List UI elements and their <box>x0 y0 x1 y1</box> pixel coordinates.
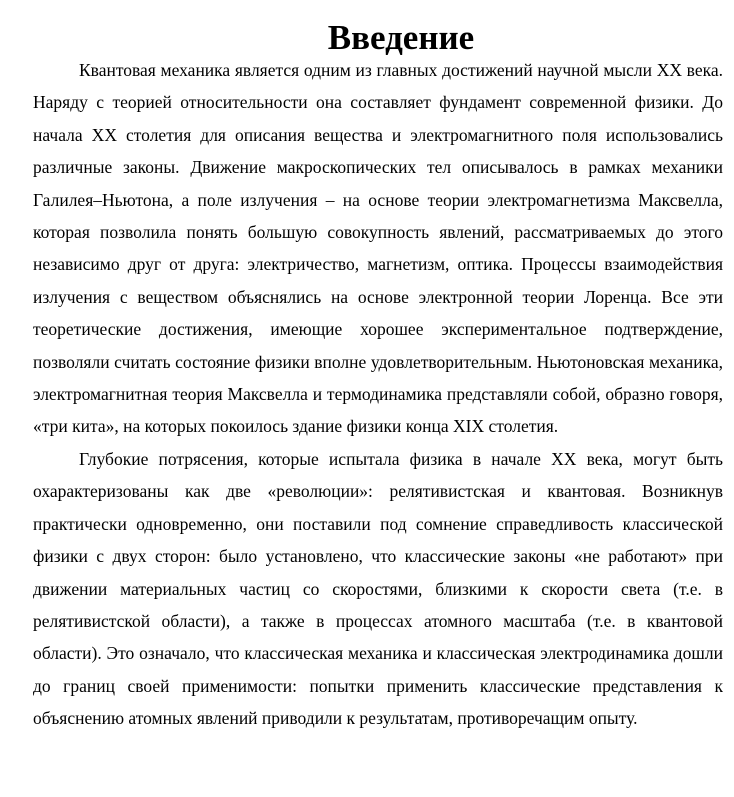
paragraph-1: Квантовая механика является одним из главных достижений научной мысли XX века. Наряду с теорией относительности она составляет фундамент современной физики. До начала XX столетия для описания вещества и электромагнитного поля использовались различные законы. Движение макроскопических тел описывалось в рамках механики Галилея–Ньютона, а поле излучения – на основе теории электромагнетизма Максвелла, которая позволила понять большую совокупность явлений, рассматриваемых до этого независимо друг от друга: электричество, магнетизм, оптика. Процессы взаимодействия излучения с веществом объяснялись на основе электронной теории Лоренца. Все эти теоретические достижения, имеющие хорошее экспериментальное подтверждение, позволяли считать состояние физики вполне удовлетворительным. Ньютоновская механика, электромагнитная теория Максвелла и термодинамика представляли собой, образно говоря, «три кита», на которых покоилось здание физики конца XIX столетия. <box>33 60 723 437</box>
page-title: Введение <box>327 18 475 57</box>
paragraph-2: Глубокие потрясения, которые испытала физика в начале XX века, могут быть охарактеризованы как две «революции»: релятивистская и квантовая. Возникнув практически одновременно, они поставили под сомнение справедливость классической физики с двух сторон: было установлено, что классические законы «не работают» при движении материальных частиц со скоростями, близкими к скорости света (т.е. в релятивистской области), а также в процессах атомного масштаба (т.е. в квантовой области). Это означало, что классическая механика и классическая электродинамика дошли до границ своей применимости: попытки применить классические представления к объяснению атомных явлений приводили к результатам, противоречащим опыту. <box>33 448 723 729</box>
document-page <box>33 18 723 735</box>
